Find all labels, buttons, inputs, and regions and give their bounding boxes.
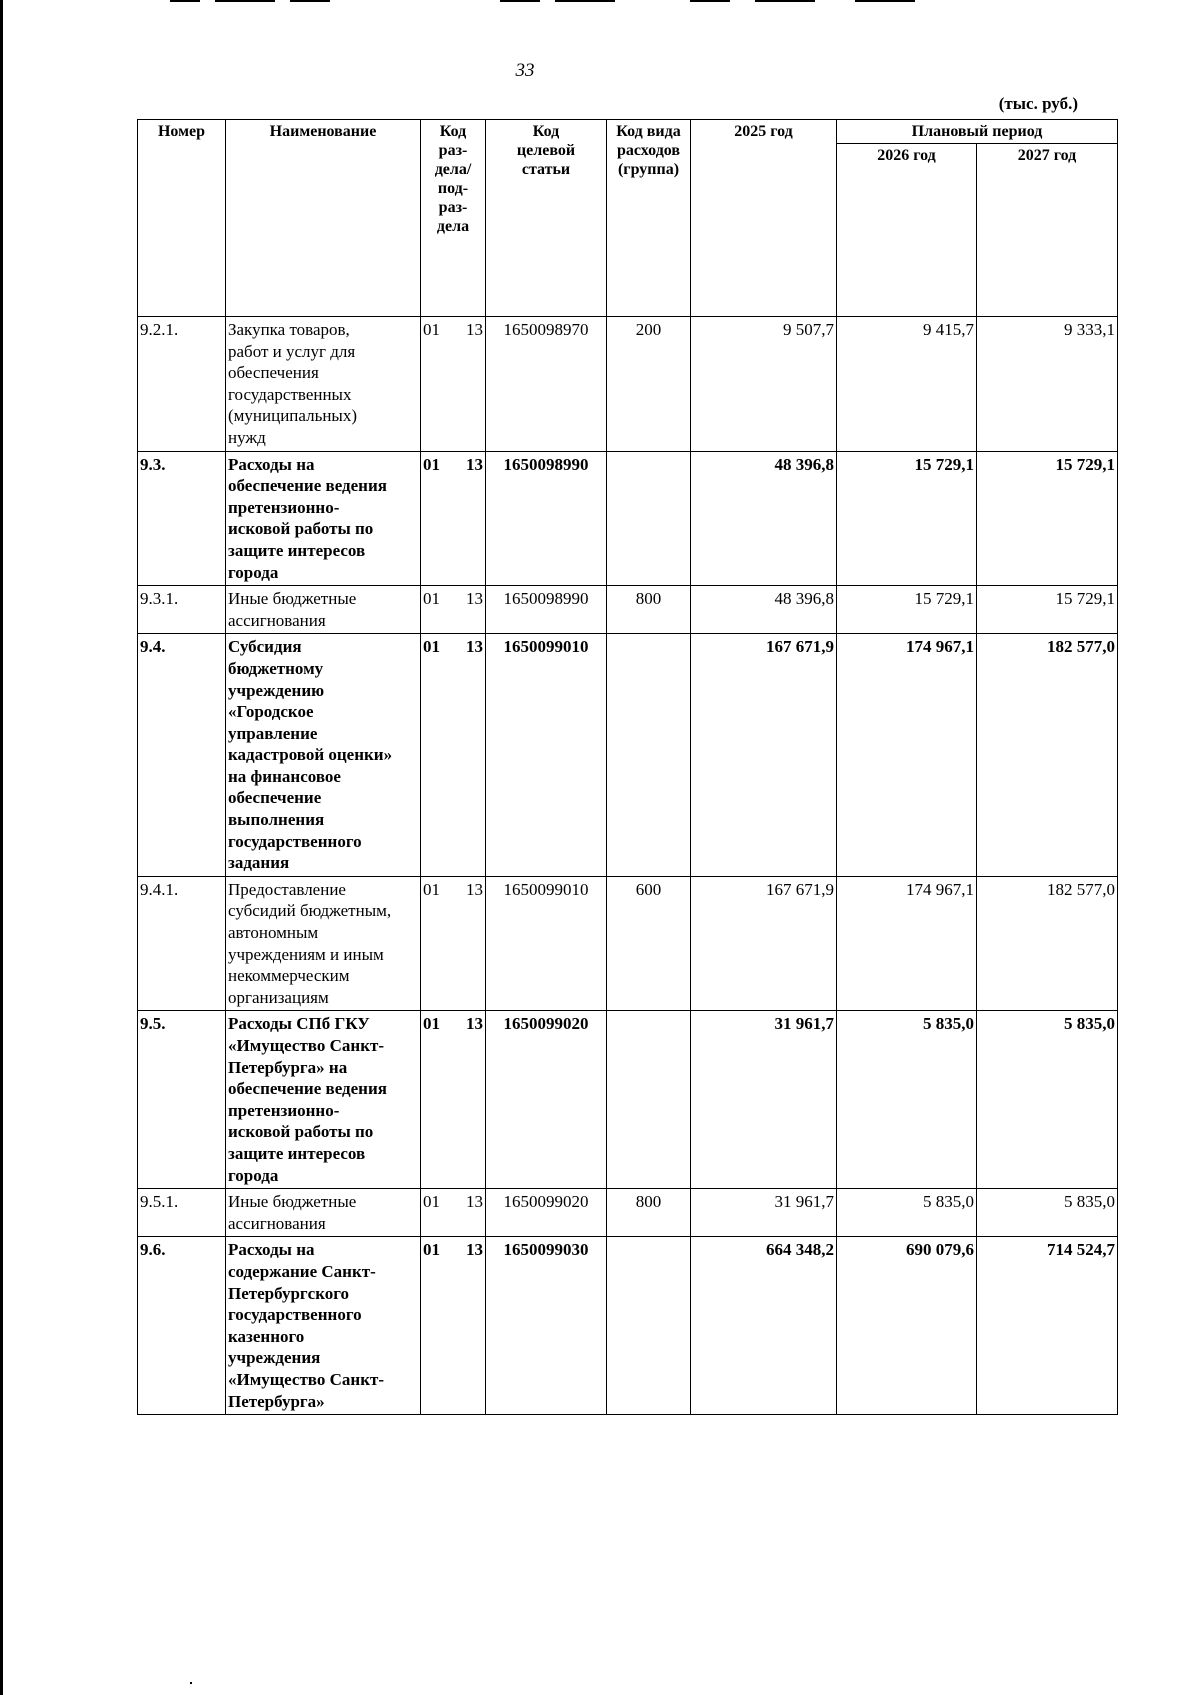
row-name [226,451,421,586]
row-kod-vida-rashodov [607,451,691,586]
row-razdel: 01 [423,589,440,609]
row-name [226,317,421,452]
table-row [138,1237,1118,1415]
scan-mark-top [500,0,540,2]
row-razdel: 01 [423,1192,440,1212]
row-name-line: города [228,1165,279,1185]
row-name-line: выполнения [228,810,325,830]
row-number: 9.5. [138,1011,226,1189]
header-naimenovanie: Наименование [226,120,421,317]
row-value-y2025: 9 507,7 [691,317,837,452]
row-celevaya-statya: 1650099020 [486,1011,607,1189]
row-name-line: Субсидия [228,637,302,657]
row-name-line: Расходы на [228,1240,315,1260]
row-name-line: «Городское [228,702,314,722]
row-value-y2027: 15 729,1 [977,586,1118,634]
row-name-line: казенного [228,1326,305,1346]
row-name-line: Закупка товаров, [228,320,350,339]
row-podrazdel: 13 [466,1014,483,1034]
row-value-y2025: 167 671,9 [691,634,837,877]
table-row [138,586,1118,634]
row-value-y2027: 714 524,7 [977,1237,1118,1415]
row-value-y2026: 174 967,1 [837,634,977,877]
scan-mark-top [690,0,730,2]
scan-edge-left [0,0,3,1695]
row-name-line: бюджетному [228,658,324,678]
row-value-y2025: 664 348,2 [691,1237,837,1415]
header-kod-celevoy-stati: Код целевой статьи [486,120,607,317]
table-row [138,876,1118,1011]
table-row [138,1189,1118,1237]
row-podrazdel: 13 [466,320,483,339]
scan-mark-top [215,0,275,2]
row-name-line: нужд [228,427,266,447]
row-value-y2026: 15 729,1 [837,451,977,586]
row-kod-vida-rashodov [607,1237,691,1415]
row-name-line: «Имущество Санкт- [228,1036,384,1055]
row-razdel: 01 [423,454,440,474]
row-name-line: учреждения [228,1348,321,1368]
header-row [138,120,1118,144]
row-podrazdel: 13 [466,1192,483,1212]
row-podrazdel: 13 [466,454,483,474]
row-name-line: государственных [228,384,352,404]
row-razdel: 01 [423,320,440,339]
header-kod-razdela: Код раз- дела/ под- раз- дела [421,120,486,317]
row-kod-vida-rashodov [607,1011,691,1189]
row-name-line: исковой работы по [228,519,374,539]
header-year-2026: 2026 год [837,144,977,317]
scan-mark-top [855,0,915,2]
row-name-line: автономным [228,923,319,943]
row-kod-vida-rashodov: 800 [607,586,691,634]
row-podrazdel: 13 [466,879,483,899]
row-value-y2026: 690 079,6 [837,1237,977,1415]
row-name-line: кадастровой оценки» [228,745,393,765]
row-name-line: (муниципальных) [228,406,358,426]
row-name-line: Предоставление [228,879,346,899]
row-name-line: обеспечение [228,788,322,808]
row-name-line: Иные бюджетные [228,1192,357,1212]
row-value-y2027: 182 577,0 [977,634,1118,877]
scan-mark-top [555,0,615,2]
row-value-y2026: 174 967,1 [837,876,977,1011]
table-row [138,634,1118,877]
row-value-y2026: 15 729,1 [837,586,977,634]
scan-mark-top [755,0,815,2]
row-celevaya-statya: 1650099030 [486,1237,607,1415]
row-value-y2026: 9 415,7 [837,317,977,452]
table-row [138,1011,1118,1189]
row-name-line: обеспечение ведения [228,1079,387,1099]
row-name-line: исковой работы по [228,1122,374,1142]
row-name-line: Расходы на [228,454,315,474]
row-razdel: 01 [423,879,440,899]
row-name-line: претензионно- [228,497,340,517]
row-value-y2027: 5 835,0 [977,1011,1118,1189]
row-razdel-podrazdel [421,451,486,586]
row-name-line: содержание Санкт- [228,1261,376,1281]
row-value-y2026: 5 835,0 [837,1011,977,1189]
scan-mark-top [290,0,330,2]
row-value-y2027: 182 577,0 [977,876,1118,1011]
row-name-line: организациям [228,987,329,1007]
row-number: 9.3. [138,451,226,586]
row-value-y2027: 5 835,0 [977,1189,1118,1237]
row-kod-vida-rashodov: 600 [607,876,691,1011]
row-name-line: на финансовое [228,766,341,786]
row-number: 9.6. [138,1237,226,1415]
row-podrazdel: 13 [466,589,483,609]
scan-mark-top [170,0,200,2]
row-name-line: защите интересов [228,540,366,560]
row-value-y2025: 31 961,7 [691,1189,837,1237]
row-razdel-podrazdel [421,634,486,877]
row-name-line: ассигнования [228,1213,326,1233]
row-kod-vida-rashodov: 800 [607,1189,691,1237]
row-value-y2025: 48 396,8 [691,586,837,634]
row-celevaya-statya: 1650098990 [486,451,607,586]
row-celevaya-statya: 1650098970 [486,317,607,452]
row-razdel-podrazdel [421,317,486,452]
row-name-line: государственного [228,831,362,851]
row-name-line: защите интересов [228,1143,366,1163]
table-row [138,317,1118,452]
row-value-y2025: 31 961,7 [691,1011,837,1189]
header-planovy-period: Плановый период [837,120,1118,144]
row-name-line: «Имущество Санкт- [228,1369,384,1389]
row-name-line: обеспечения [228,363,319,383]
row-name-line: задания [228,853,290,873]
row-name-line: обеспечение ведения [228,476,387,496]
row-name-line: некоммерческим [228,966,350,986]
budget-table [137,119,1118,1415]
row-celevaya-statya: 1650099010 [486,876,607,1011]
row-name-line: Петербургского [228,1283,350,1303]
units-label: (тыс. руб.) [998,94,1078,113]
row-name [226,634,421,877]
row-name-line: работ и услуг для [228,341,356,361]
row-value-y2025: 48 396,8 [691,451,837,586]
row-name-line: государственного [228,1305,362,1325]
row-name-line: города [228,562,279,582]
row-podrazdel: 13 [466,1240,483,1260]
scan-speck [190,1682,192,1684]
row-name-line: Петербурга» на [228,1057,348,1077]
row-value-y2027: 15 729,1 [977,451,1118,586]
row-name-line: ассигнования [228,610,326,630]
row-number: 9.2.1. [138,317,226,452]
row-number: 9.4.1. [138,876,226,1011]
row-number: 9.4. [138,634,226,877]
row-razdel: 01 [423,1240,440,1260]
row-celevaya-statya: 1650099010 [486,634,607,877]
row-celevaya-statya: 1650099020 [486,1189,607,1237]
row-name-line: учреждениям и иным [228,944,384,964]
row-kod-vida-rashodov [607,634,691,877]
row-razdel-podrazdel [421,1189,486,1237]
row-value-y2025: 167 671,9 [691,876,837,1011]
row-name [226,1237,421,1415]
row-name-line: учреждению [228,680,325,700]
header-year-2027: 2027 год [977,144,1118,317]
row-number: 9.5.1. [138,1189,226,1237]
row-name [226,1011,421,1189]
row-name-line: управление [228,723,318,743]
row-razdel-podrazdel [421,586,486,634]
row-razdel: 01 [423,637,440,657]
row-razdel-podrazdel [421,1011,486,1189]
page-number: 33 [515,60,535,81]
row-number: 9.3.1. [138,586,226,634]
header-nomer: Номер [138,120,226,317]
header-kod-vida-rashodov: Код вида расходов (группа) [607,120,691,317]
row-name [226,586,421,634]
row-name-line: претензионно- [228,1100,340,1120]
row-name-line: Иные бюджетные [228,589,357,609]
table-row [138,451,1118,586]
row-name [226,876,421,1011]
row-name-line: Петербурга» [228,1391,325,1411]
row-name [226,1189,421,1237]
header-year-2025: 2025 год [691,120,837,317]
row-razdel: 01 [423,1014,440,1034]
row-podrazdel: 13 [466,637,483,657]
row-name-line: Расходы СПб ГКУ [228,1014,370,1034]
row-razdel-podrazdel [421,1237,486,1415]
row-razdel-podrazdel [421,876,486,1011]
row-value-y2026: 5 835,0 [837,1189,977,1237]
row-value-y2027: 9 333,1 [977,317,1118,452]
row-kod-vida-rashodov: 200 [607,317,691,452]
row-celevaya-statya: 1650098990 [486,586,607,634]
row-name-line: субсидий бюджетным, [228,901,392,921]
